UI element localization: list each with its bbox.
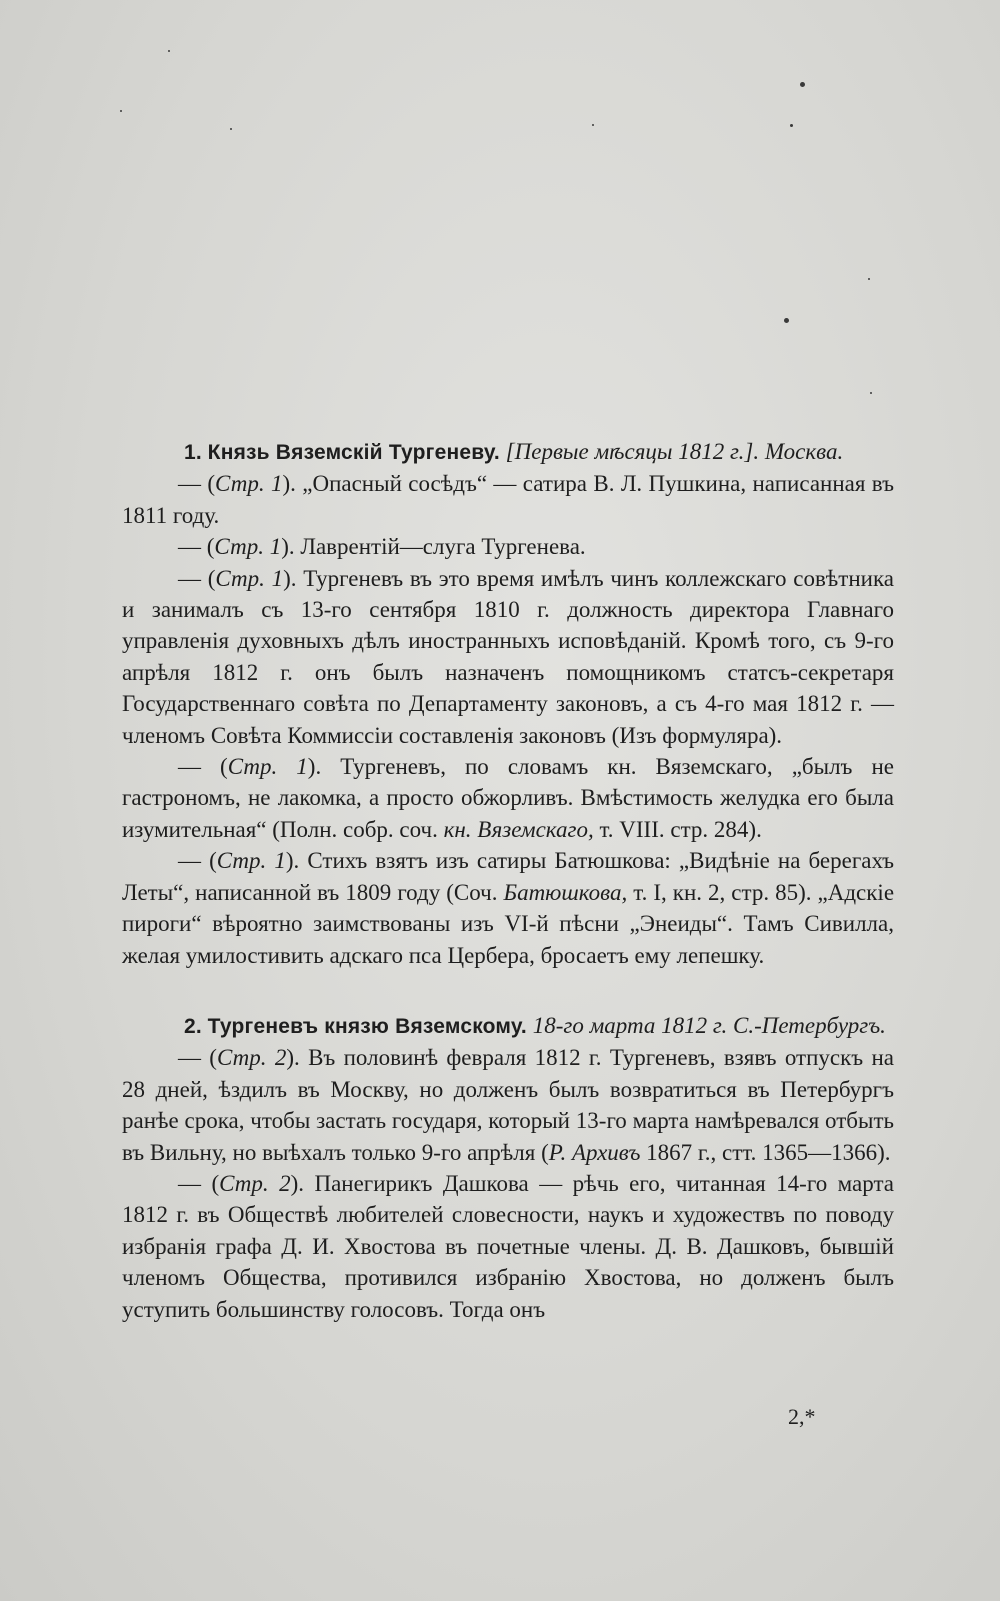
print-speck: [800, 82, 805, 87]
note: [122, 563, 894, 751]
note-page-ref: Стр. 1: [215, 471, 283, 497]
note-page-ref: Стр. 1: [216, 848, 286, 874]
note-dash: — (: [178, 565, 216, 591]
note-dash: — (: [178, 534, 215, 560]
note-dash: — (: [178, 471, 216, 497]
note-text: Тургеневъ, по словамъ кн. Вяземскаго, „былъ не гастрономъ, не лакомка, а просто обжорливъ. Вмѣстимость желудка его была изумительная“ (Полн. собр. соч.: [122, 754, 894, 842]
note-page-ref: Стр. 1: [214, 534, 282, 560]
letter-1-place: Москва.: [764, 439, 844, 464]
note-dash: — (: [178, 1045, 217, 1071]
note-close: ).: [290, 1170, 305, 1196]
note-close: ).: [283, 565, 297, 591]
note-text-cont: т. VIII. стр. 284).: [599, 816, 762, 842]
section-gap: [122, 971, 894, 1010]
note: [122, 751, 894, 845]
letter-2-place: С.-Петербургъ.: [733, 1012, 886, 1038]
print-speck: [868, 278, 870, 280]
note-source: кн. Вяземскаго,: [443, 816, 594, 842]
note: [122, 1168, 894, 1325]
letter-2-date: 18-го марта 1812 г.: [532, 1012, 728, 1038]
note-page-ref: Стр. 2: [219, 1170, 291, 1196]
letter-1-title: Князь Вяземскій Тургеневу.: [207, 441, 500, 464]
print-speck: [790, 124, 793, 127]
note-close: ).: [281, 534, 295, 560]
note: [122, 1042, 894, 1168]
note: [122, 468, 894, 531]
note-text: Лаврентій—слуга Тургенева.: [300, 534, 586, 560]
note-text: Стихъ взятъ изъ сатиры Батюшкова: „Видѣніе на берегахъ Леты“, написанной въ 1809 году (Соч.: [122, 848, 894, 905]
note-dash: — (: [178, 754, 228, 780]
letter-2-heading: [122, 1010, 894, 1042]
note-page-ref: Стр. 1: [215, 565, 284, 591]
letter-1-number: 1.: [184, 441, 202, 464]
note-dash: — (: [178, 848, 217, 874]
note-close: ).: [285, 848, 300, 874]
note-text: Тургеневъ въ это время имѣлъ чинъ коллежскаго совѣтника и занималъ съ 13-го сентября 1810 г. должность директора Главнаго управленія духовныхъ дѣлъ иностранныхъ исповѣданій. Кромѣ того, съ 9-го апрѣля 1812 г. онъ былъ назначенъ помощникомъ статсъ-секретаря Государственнаго совѣта по Департаменту законовъ, а съ 4-го мая 1812 г. — членомъ Совѣта Коммиссіи составленія законовъ (Изъ формуляра).: [122, 565, 894, 748]
note-text: „Опасный сосѣдъ“ — сатира В. Л. Пушкина, написанная въ 1811 году.: [122, 471, 894, 528]
print-speck: [592, 124, 594, 126]
letter-2-number: 2.: [184, 1014, 202, 1038]
note-close: ).: [282, 471, 296, 497]
note-text: Въ половинѣ февраля 1812 г. Тургеневъ, взявъ отпускъ на 28 дней, ѣздилъ въ Москву, но долженъ былъ возвратиться въ Петербургъ ранѣе срока, чтобы застать государя, который 13-го марта намѣревался отбыть въ Вильну, но выѣхалъ только 9-го апрѣля (: [122, 1045, 894, 1165]
note: [122, 531, 894, 562]
note-dash: — (: [178, 1170, 220, 1196]
page-signature: 2,*: [788, 1404, 816, 1429]
letter-1-date: [Первые мѣсяцы 1812 г.].: [505, 439, 760, 464]
note-source: Р. Архивъ: [548, 1139, 641, 1165]
document-body: [122, 436, 894, 1325]
note-close: ).: [307, 754, 322, 780]
note-text-cont: т. I, кн. 2, стр. 85). „Адскіе пироги“ вѣроятно заимствованы изъ VI-й пѣсни „Энеиды“. Тамъ Сивилла, желая умилостивить адскаго пса Цербера, бросаетъ ему лепешку.: [122, 879, 895, 968]
print-speck: [870, 392, 872, 394]
print-speck: [230, 128, 232, 130]
note-page-ref: Стр. 1: [227, 754, 308, 780]
note-text-cont: 1867 г., стт. 1365—1366).: [646, 1139, 891, 1165]
note-source: Батюшкова,: [503, 879, 628, 905]
note-text: Панегирикъ Дашкова — рѣчь его, читанная 14-го марта 1812 г. въ Обществѣ любителей словесности, наукъ и художествъ по поводу избранія графа Д. И. Хвостова въ почетные члены. Д. В. Дашковъ, бывшій членомъ Общества, противился избранію Хвостова, но долженъ былъ уступить большинству голосовъ. Тогда онъ: [122, 1170, 894, 1322]
letter-2-title: Тургеневъ князю Вяземскому.: [207, 1014, 527, 1038]
print-speck: [120, 110, 122, 112]
print-speck: [784, 318, 789, 323]
note-close: ).: [286, 1045, 300, 1071]
note: [122, 845, 894, 971]
letter-1-heading: [122, 436, 894, 468]
print-speck: [168, 50, 170, 52]
note-page-ref: Стр. 2: [216, 1045, 287, 1071]
